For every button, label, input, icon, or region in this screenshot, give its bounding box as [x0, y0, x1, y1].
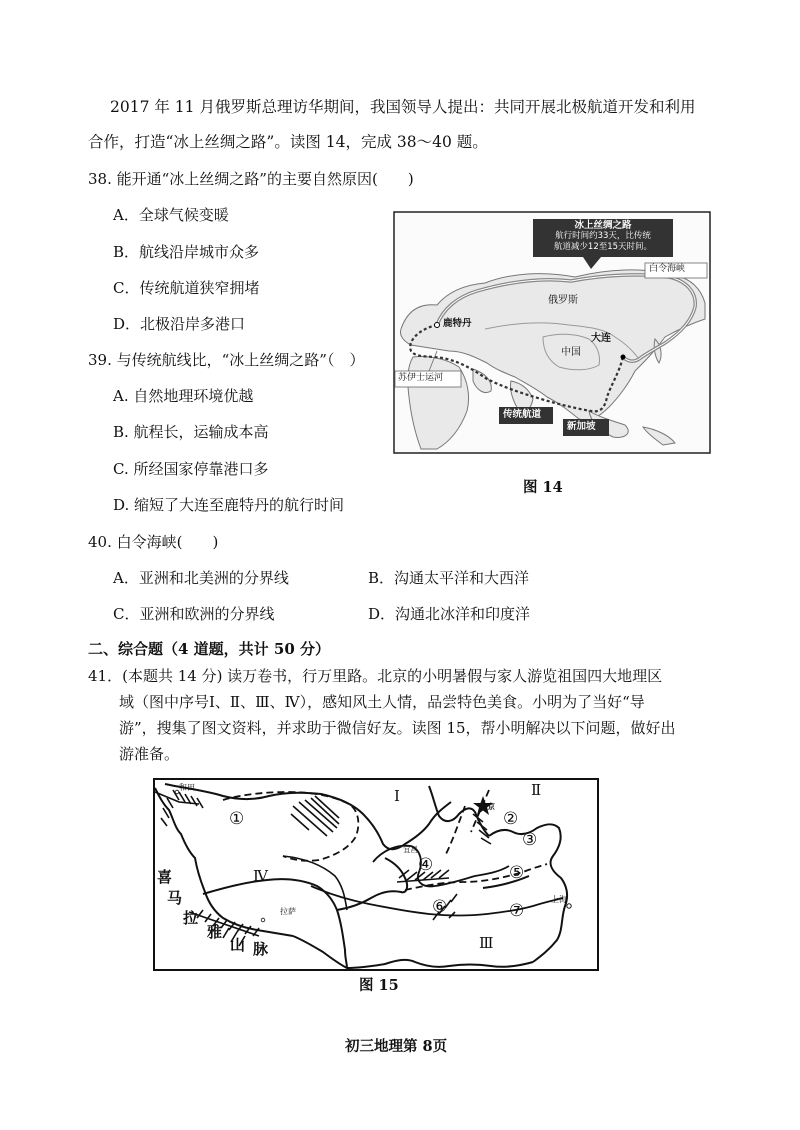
figure-15-caption: 图 15 — [359, 977, 399, 994]
marker-5: ⑤ — [509, 863, 525, 883]
q39-option-c: C. 所经国家停靠港口多 — [113, 460, 269, 478]
q38-option-b: B．航线沿岸城市众多 — [113, 243, 260, 261]
dalian-label: 大连 — [591, 333, 611, 344]
q40-option-b: B．沟通太平洋和大西洋 — [368, 569, 530, 587]
hetian-label: 和田 — [179, 783, 195, 792]
q39-option-b: B. 航程长，运输成本高 — [113, 423, 269, 441]
traditional-route-label: 传统航道 — [503, 409, 542, 420]
section-2-heading: 二、综合题（4 道题，共计 50 分） — [88, 640, 330, 658]
figure-14-map — [393, 211, 711, 454]
marker-6: ⑥ — [432, 897, 448, 917]
beijing-label: 北京 — [480, 802, 495, 811]
himalaya-char-2: 马 — [167, 889, 183, 907]
figure-14-caption: 图 14 — [523, 479, 563, 496]
china-label: 中国 — [561, 347, 581, 358]
q38-option-c: C．传统航道狭窄拥堵 — [113, 279, 260, 297]
q40-option-c: C．亚洲和欧洲的分界线 — [113, 605, 275, 623]
q40-stem: 40. 白令海峡( ) — [88, 533, 219, 551]
region-ii-label: Ⅱ — [531, 781, 542, 799]
region-i-label: Ⅰ — [394, 787, 400, 805]
callout-line-3: 航道减少12至15天时间。 — [553, 242, 653, 252]
q41-line-1: 41．(本题共 14 分) 读万卷书，行万里路。北京的小明暑假与家人游览祖国四大地理区 — [88, 667, 663, 685]
himalaya-char-3: 拉 — [183, 909, 199, 927]
q38-stem: 38. 能开通“冰上丝绸之路”的主要自然原因( ) — [88, 170, 414, 188]
himalaya-char-4: 雅 — [207, 923, 223, 941]
q39-stem: 39. 与传统航线比，“冰上丝绸之路”（ ） — [88, 351, 365, 369]
figure-15-map — [153, 778, 599, 971]
q38-option-a: A．全球气候变暖 — [113, 206, 229, 224]
himalaya-char-6: 脉 — [253, 940, 269, 958]
marker-1: ① — [229, 809, 245, 829]
suez-label: 苏伊士运河 — [398, 373, 444, 383]
q40-option-a: A．亚洲和北美洲的分界线 — [113, 569, 289, 587]
rotterdam-label: 鹿特丹 — [443, 318, 472, 329]
russia-label: 俄罗斯 — [548, 295, 578, 306]
marker-3: ③ — [522, 830, 538, 850]
q41-line-2: 域（图中序号Ⅰ、Ⅱ、Ⅲ、Ⅳ），感知风土人情，品尝特色美食。小明为了当好“导 — [119, 693, 645, 711]
shanghai-label: 上海 — [551, 895, 567, 904]
marker-7: ⑦ — [509, 901, 525, 921]
intro-line-1: 2017 年 11 月俄罗斯总理访华期间，我国领导人提出：共同开展北极航道开发和利用 — [110, 98, 696, 116]
marker-2: ② — [503, 809, 519, 829]
marker-4: ④ — [418, 855, 434, 875]
q41-line-3: 游”，搜集了图文资料，并求助于微信好友。读图 15，帮小明解决以下问题，做好出 — [119, 719, 676, 737]
q39-option-a: A. 自然地理环境优越 — [113, 387, 254, 405]
intro-line-2: 合作，打造“冰上丝绸之路”。读图 14，完成 38～40 题。 — [88, 133, 488, 151]
region-iii-label: Ⅲ — [479, 934, 494, 952]
region-iv-label: Ⅳ — [253, 867, 268, 885]
bering-strait-label: 白令海峡 — [649, 264, 686, 274]
callout-title: 冰上丝绸之路 — [574, 220, 632, 231]
yichang-label: 宜昌 — [403, 845, 418, 854]
callout-line-2: 航行时间约33天，比传统 — [555, 231, 651, 241]
q40-option-d: D．沟通北冰洋和印度洋 — [368, 605, 531, 623]
singapore-label: 新加坡 — [567, 421, 596, 432]
q38-option-d: D．北极沿岸多港口 — [113, 315, 246, 333]
q41-line-4: 游准备。 — [119, 745, 180, 763]
lhasa-label: 拉萨 — [280, 907, 296, 916]
himalaya-char-5: 山 — [230, 936, 246, 954]
himalaya-char-1: 喜 — [157, 868, 173, 886]
page-footer: 初三地理第 8页 — [345, 1038, 448, 1055]
figure-15-svg — [153, 778, 599, 971]
q39-option-d: D. 缩短了大连至鹿特丹的航行时间 — [113, 496, 345, 514]
